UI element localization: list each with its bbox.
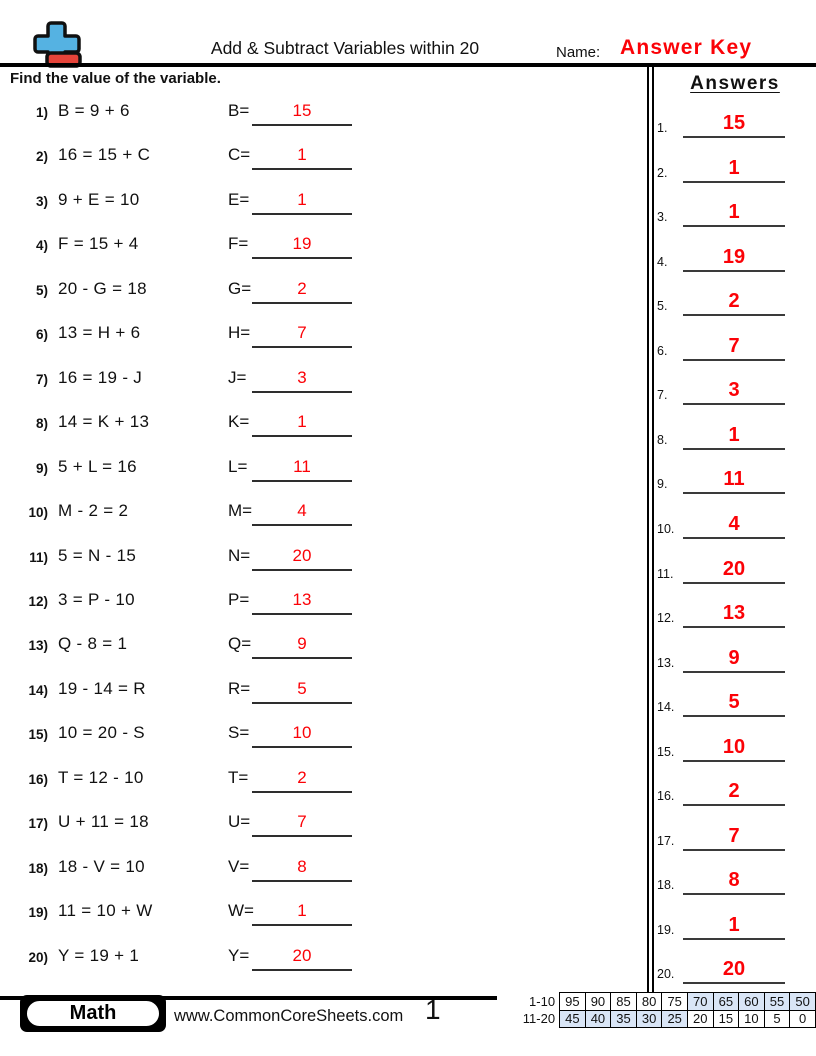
problem-row xyxy=(10,629,360,659)
answer-item xyxy=(655,683,803,717)
answer-blank: 2 xyxy=(252,279,352,304)
problem-equation: T = 12 - 10 xyxy=(58,767,144,787)
variable-label: K= xyxy=(228,412,250,432)
answer-item-value: 7 xyxy=(683,335,785,361)
answer-item-number: 6. xyxy=(657,343,668,358)
answer-blank: 8 xyxy=(252,857,352,882)
answer-item xyxy=(655,104,803,138)
problem-number: 2) xyxy=(35,149,48,165)
grading-score-cell: 80 xyxy=(636,993,662,1011)
grading-score-cell: 5 xyxy=(764,1010,790,1028)
answers-divider xyxy=(647,67,654,993)
answer-item-value: 13 xyxy=(683,602,785,628)
answer-item-number: 20. xyxy=(657,967,675,982)
grading-score-cell: 15 xyxy=(713,1010,739,1028)
problem-row xyxy=(10,763,360,793)
answer-blank: 13 xyxy=(252,590,352,615)
grading-score-cell: 10 xyxy=(739,1010,765,1028)
problem-equation: U + 11 = 18 xyxy=(58,812,149,832)
problem-equation: 5 = N - 15 xyxy=(58,545,137,565)
answer-item xyxy=(655,282,803,316)
answer-item xyxy=(655,950,803,984)
website-url: www.CommonCoreSheets.com xyxy=(174,1007,404,1025)
answer-blank: 1 xyxy=(252,145,352,170)
problem-row xyxy=(10,452,360,482)
answer-item-number: 2. xyxy=(657,165,668,180)
answer-item xyxy=(655,772,803,806)
name-label: Name: xyxy=(556,44,601,61)
answer-blank: 7 xyxy=(252,323,352,348)
answer-item-number: 4. xyxy=(657,254,668,269)
answer-blank: 10 xyxy=(252,723,352,748)
problem-number: 15) xyxy=(28,727,48,743)
grading-score-cell: 85 xyxy=(611,993,637,1011)
answer-item-number: 19. xyxy=(657,922,675,937)
variable-label: V= xyxy=(228,856,250,876)
variable-label: U= xyxy=(228,812,251,832)
answer-blank: 19 xyxy=(252,234,352,259)
answer-item-value: 3 xyxy=(683,379,785,405)
problem-row xyxy=(10,718,360,748)
grading-score-cell: 55 xyxy=(764,993,790,1011)
problem-row xyxy=(10,541,360,571)
variable-label: R= xyxy=(228,678,251,698)
answer-item xyxy=(655,460,803,494)
subject-badge-label: Math xyxy=(25,999,161,1028)
problem-row xyxy=(10,896,360,926)
variable-label: F= xyxy=(228,234,249,254)
problem-row xyxy=(10,407,360,437)
variable-label: S= xyxy=(228,723,250,743)
problem-number: 11) xyxy=(29,549,48,565)
answer-item xyxy=(655,639,803,673)
answer-item-value: 15 xyxy=(683,112,785,138)
instruction-text: Find the value of the variable. xyxy=(10,70,221,87)
answer-item-number: 10. xyxy=(657,521,675,536)
answer-item xyxy=(655,505,803,539)
answer-item-number: 16. xyxy=(657,789,675,804)
answer-item-value: 7 xyxy=(683,825,785,851)
variable-label: B= xyxy=(228,101,250,120)
problem-number: 16) xyxy=(28,771,48,787)
answer-item xyxy=(655,416,803,450)
problem-row xyxy=(10,941,360,971)
answer-blank: 3 xyxy=(252,368,352,393)
grading-score-cell: 50 xyxy=(790,993,816,1011)
problem-equation: 13 = H + 6 xyxy=(58,323,141,343)
worksheet-title: Add & Subtract Variables within 20 xyxy=(210,38,480,58)
problem-number: 6) xyxy=(35,327,48,343)
problem-number: 3) xyxy=(35,193,48,209)
answer-item xyxy=(655,861,803,895)
answer-blank: 2 xyxy=(252,768,352,793)
answer-blank: 20 xyxy=(252,546,352,571)
problem-row xyxy=(10,96,360,126)
answer-blank: 11 xyxy=(252,457,352,482)
problem-number: 20) xyxy=(28,949,48,965)
variable-label: J= xyxy=(228,367,247,387)
problem-equation: 3 = P - 10 xyxy=(58,589,135,609)
answer-item xyxy=(655,371,803,405)
answer-item xyxy=(655,149,803,183)
grading-score-cell: 90 xyxy=(585,993,611,1011)
grading-score-cell: 70 xyxy=(687,993,713,1011)
answer-blank: 1 xyxy=(252,190,352,215)
problem-number: 14) xyxy=(28,682,48,698)
problem-number: 10) xyxy=(28,505,48,521)
answer-blank: 15 xyxy=(252,101,352,126)
problem-equation: 16 = 19 - J xyxy=(58,367,143,387)
answer-item-value: 1 xyxy=(683,157,785,183)
variable-label: T= xyxy=(228,767,249,787)
problem-number: 19) xyxy=(28,905,48,921)
answer-blank: 7 xyxy=(252,812,352,837)
problem-row xyxy=(10,852,360,882)
answer-key-label: Answer Key xyxy=(620,36,753,59)
variable-label: M= xyxy=(228,501,253,521)
answer-blank: 20 xyxy=(252,946,352,971)
answer-item xyxy=(655,906,803,940)
answer-item-value: 1 xyxy=(683,424,785,450)
answer-item-number: 11. xyxy=(657,566,674,581)
grading-score-cell: 75 xyxy=(662,993,688,1011)
problem-equation: 5 + L = 16 xyxy=(58,456,137,476)
answer-item-number: 5. xyxy=(657,299,668,314)
problem-equation: 10 = 20 - S xyxy=(58,723,145,743)
problem-equation: B = 9 + 6 xyxy=(58,101,130,120)
problem-equation: Y = 19 + 1 xyxy=(58,945,140,965)
problem-equation: Q - 8 = 1 xyxy=(58,634,128,654)
answer-item-value: 8 xyxy=(683,869,785,895)
grading-score-cell: 45 xyxy=(560,1010,586,1028)
problem-number: 7) xyxy=(35,371,48,387)
problem-equation: 16 = 15 + C xyxy=(58,145,151,165)
answer-item xyxy=(655,193,803,227)
problem-row xyxy=(10,318,360,348)
answer-blank: 5 xyxy=(252,679,352,704)
problem-number: 8) xyxy=(35,416,48,432)
answer-item xyxy=(655,728,803,762)
answer-item-value: 20 xyxy=(683,958,785,984)
problem-row xyxy=(10,274,360,304)
answers-title: Answers xyxy=(690,73,780,94)
answer-item-number: 8. xyxy=(657,432,668,447)
page-number: 1 xyxy=(425,994,441,1025)
problem-row xyxy=(10,496,360,526)
grading-score-cell: 25 xyxy=(662,1010,688,1028)
grading-score-cell: 35 xyxy=(611,1010,637,1028)
answer-item-number: 9. xyxy=(657,477,668,492)
grading-score-cell: 95 xyxy=(560,993,586,1011)
answer-item-number: 15. xyxy=(657,744,675,759)
grading-score-cell: 60 xyxy=(739,993,765,1011)
problem-number: 12) xyxy=(28,593,48,609)
answer-item-value: 9 xyxy=(683,647,785,673)
answer-item-number: 13. xyxy=(657,655,675,670)
variable-label: Y= xyxy=(228,945,250,965)
answer-item-value: 20 xyxy=(683,558,785,584)
grading-range-label: 1-10 xyxy=(529,993,556,1009)
problem-number: 17) xyxy=(28,816,48,832)
variable-label: N= xyxy=(228,545,251,565)
grading-score-cell: 65 xyxy=(713,993,739,1011)
problem-row xyxy=(10,807,360,837)
grading-scale-table xyxy=(498,992,816,1028)
problem-row xyxy=(10,674,360,704)
problem-row xyxy=(10,585,360,615)
variable-label: E= xyxy=(228,189,250,209)
problem-number: 5) xyxy=(35,282,48,298)
problem-equation: 14 = K + 13 xyxy=(58,412,150,432)
answer-item xyxy=(655,817,803,851)
answer-item-value: 11 xyxy=(683,468,785,494)
answer-item xyxy=(655,327,803,361)
answer-item-number: 3. xyxy=(657,210,668,225)
answer-blank: 9 xyxy=(252,634,352,659)
problem-equation: 18 - V = 10 xyxy=(58,856,145,876)
answer-item-number: 17. xyxy=(657,833,675,848)
problem-equation: 11 = 10 + W xyxy=(58,901,153,921)
grading-score-cell: 40 xyxy=(585,1010,611,1028)
answer-item-value: 5 xyxy=(683,691,785,717)
answer-blank: 4 xyxy=(252,501,352,526)
grading-score-cell: 20 xyxy=(687,1010,713,1028)
answer-item-number: 1. xyxy=(657,121,668,135)
answer-item xyxy=(655,238,803,272)
problem-number: 9) xyxy=(35,460,48,476)
answer-item-number: 14. xyxy=(657,700,675,715)
problem-number: 13) xyxy=(28,638,48,654)
variable-label: L= xyxy=(228,456,248,476)
variable-label: G= xyxy=(228,278,252,298)
problem-row xyxy=(10,229,360,259)
answer-item-value: 1 xyxy=(683,201,785,227)
problem-equation: 9 + E = 10 xyxy=(58,189,140,209)
answer-item-number: 12. xyxy=(657,611,675,626)
problem-row xyxy=(10,140,360,170)
variable-label: H= xyxy=(228,323,251,343)
answer-item xyxy=(655,550,803,584)
answer-item-value: 2 xyxy=(683,290,785,316)
subject-badge xyxy=(20,995,166,1032)
answer-item-value: 19 xyxy=(683,246,785,272)
answer-blank: 1 xyxy=(252,412,352,437)
problem-row xyxy=(10,185,360,215)
problem-number: 1) xyxy=(35,105,48,120)
problem-number: 18) xyxy=(28,860,48,876)
grading-score-cell: 0 xyxy=(790,1010,816,1028)
answer-item-value: 10 xyxy=(683,736,785,762)
answer-item-value: 1 xyxy=(683,914,785,940)
grading-range-label: 11-20 xyxy=(522,1011,556,1027)
answer-item-value: 2 xyxy=(683,780,785,806)
problem-equation: 19 - 14 = R xyxy=(58,678,146,698)
answer-blank: 1 xyxy=(252,901,352,926)
grading-row xyxy=(498,993,816,1011)
answer-item xyxy=(655,594,803,628)
problem-row xyxy=(10,363,360,393)
header-divider xyxy=(0,63,816,67)
grading-score-cell: 30 xyxy=(636,1010,662,1028)
problem-number: 4) xyxy=(35,238,48,254)
problem-equation: 20 - G = 18 xyxy=(58,278,147,298)
variable-label: Q= xyxy=(228,634,252,654)
variable-label: P= xyxy=(228,589,250,609)
answer-item-number: 18. xyxy=(657,878,675,893)
variable-label: W= xyxy=(228,901,254,921)
answer-item-number: 7. xyxy=(657,388,668,403)
answer-item-value: 4 xyxy=(683,513,785,539)
problem-equation: M - 2 = 2 xyxy=(58,501,129,521)
grading-row xyxy=(498,1010,816,1028)
variable-label: C= xyxy=(228,145,251,165)
problem-equation: F = 15 + 4 xyxy=(58,234,139,254)
